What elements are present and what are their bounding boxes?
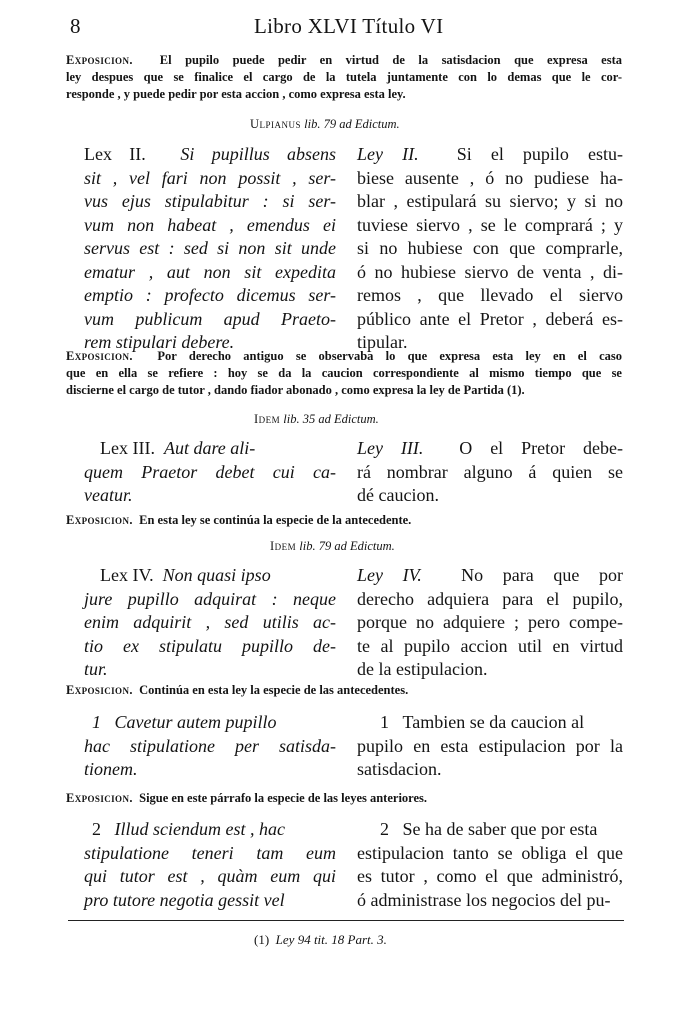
spanish-line: tipular. (357, 332, 408, 352)
exposicion-block (66, 682, 626, 699)
spanish-line: derecho adquiera para el pupilo, (357, 588, 623, 609)
latin-line: vum non habeat , emendus ei (84, 214, 336, 235)
lex-label: Lex IV. (100, 565, 154, 585)
latin-line: jure pupillo adquirat : neque (84, 588, 336, 609)
latin-line: servus est : sed si non sit unde (84, 238, 336, 258)
spanish-text (357, 735, 623, 782)
latin-line: stipulatione teneri tam eum (84, 842, 336, 863)
spanish-line: rá nombrar alguno á quien se (357, 461, 623, 482)
exposicion-line: ley despues que se finalice el cargo de la tutela juntamente con lo demas que le cor- (66, 70, 622, 84)
paragraph-number: 1 (380, 712, 389, 732)
spanish-line: pupilo en esta estipulacion por la (357, 735, 623, 756)
spanish-text (357, 143, 623, 355)
source-author: Idem (270, 539, 297, 553)
spanish-line: te al pupilo accion util en virtud (357, 635, 623, 656)
latin-line: pro tutore negotia gessit vel (84, 889, 285, 910)
source-reference: lib. 79 ad Edictum. (299, 539, 395, 553)
exposicion-line: Por derecho antiguo se observaba lo que expresa esta ley en el caso (157, 349, 622, 363)
footnote (254, 932, 387, 948)
spanish-line: Tambien se da caucion al (402, 712, 585, 732)
spanish-line: porque no adquiere ; pero compe- (357, 612, 623, 632)
spanish-line: estipulacion tanto se obliga el que (357, 842, 623, 863)
source-reference: lib. 79 ad Edictum. (304, 117, 400, 131)
spanish-line: ó administrase los negocios del pu- (357, 889, 611, 910)
source-author: Ulpianus (250, 117, 302, 131)
exposicion-block (66, 790, 626, 807)
spanish-line: No para que por (461, 565, 623, 585)
spanish-text (357, 842, 623, 913)
spanish-line: Si el pupilo estu- (456, 144, 624, 164)
latin-line: enim adquirit , sed utilis ac- (84, 612, 336, 632)
latin-text (84, 735, 336, 782)
exposicion-label: Exposicion. (66, 791, 133, 805)
exposicion-line: Sigue en este párrafo la especie de las leyes anteriores. (139, 791, 428, 805)
exposicion-line: En esta ley se continúa la especie de la antecedente. (139, 513, 412, 527)
exposicion-block (66, 512, 626, 529)
exposicion-block (66, 348, 626, 399)
latin-line: vus ejus stipulabitur : si ser- (84, 191, 336, 211)
exposicion-label: Exposicion. (66, 349, 133, 363)
lex-label: Lex III. (100, 438, 155, 458)
spanish-line: ó no hubiese siervo de venta , di- (357, 261, 623, 282)
spanish-line: público ante el Pretor , deberá es- (357, 308, 623, 329)
exposicion-block (66, 52, 626, 103)
latin-text (92, 711, 276, 735)
latin-line: tur. (84, 659, 108, 679)
spanish-line: biese ausente , ó no pudiese ha- (357, 167, 623, 188)
exposicion-line: que en ella se refiere : hoy se da la caucion correspondiente al mismo tiempo que se (66, 366, 622, 380)
latin-line: Cavetur autem pupillo (114, 712, 277, 732)
spanish-line: Se ha de saber que por esta (402, 819, 598, 839)
spanish-text (357, 437, 623, 508)
spanish-line: dé caucion. (357, 485, 439, 505)
exposicion-label: Exposicion. (66, 683, 133, 697)
source-citation (254, 412, 379, 427)
exposicion-label: Exposicion. (66, 53, 133, 67)
source-citation (270, 539, 395, 554)
footnote-rule (68, 920, 624, 921)
source-reference: lib. 35 ad Edictum. (283, 412, 379, 426)
paragraph-number: 2 (380, 819, 389, 839)
exposicion-label: Exposicion. (66, 513, 133, 527)
spanish-line: satisdacion. (357, 759, 442, 779)
exposicion-line: responde , y puede pedir por esta accion , como expresa esta ley. (66, 87, 406, 101)
latin-text (92, 818, 285, 842)
latin-line: Si pupillus absens (180, 144, 336, 164)
latin-line: ematur , aut non sit expedita (84, 261, 336, 282)
exposicion-line: Continúa en esta ley la especie de las antecedentes. (139, 683, 409, 697)
spanish-line: de la estipulacion. (357, 659, 488, 679)
exposicion-line: discierne el cargo de tutor , dando fiador abonado , como expresa la ley de Partida (1). (66, 383, 525, 397)
source-citation (250, 117, 400, 132)
spanish-text (380, 818, 597, 842)
footnote-marker: (1) (254, 932, 270, 947)
spanish-text (380, 711, 584, 735)
latin-line: sit , vel fari non possit , ser- (84, 167, 336, 188)
page-number: 8 (70, 14, 81, 38)
paragraph-number: 2 (92, 819, 101, 839)
spanish-line: blar , estipulará su siervo; y si no (357, 191, 623, 211)
spanish-line: si no hubiese con que comprarle, (357, 238, 623, 258)
spanish-text (357, 564, 623, 682)
latin-line: Aut dare ali- (163, 438, 256, 458)
source-author: Idem (254, 412, 281, 426)
spanish-line: tuviese siervo , se le comprará ; y (357, 214, 623, 235)
latin-line: quem Praetor debet cui ca- (84, 461, 336, 482)
exposicion-line: El pupilo puede pedir en virtud de la satisdacion que expresa esta (159, 53, 622, 67)
latin-text (100, 437, 255, 461)
latin-line: Non quasi ipso (162, 565, 271, 585)
footnote-text: Ley 94 tit. 18 Part. 3. (275, 932, 387, 947)
latin-text (100, 564, 271, 588)
latin-text (84, 842, 336, 913)
spanish-line: O el Pretor debe- (459, 438, 623, 458)
paragraph-number: 1 (92, 712, 101, 732)
latin-text (84, 461, 336, 508)
spanish-line: es tutor , como el que administró, (357, 866, 623, 886)
latin-line: veatur. (84, 485, 133, 505)
latin-line: qui tutor est , quàm eum qui (84, 866, 336, 886)
latin-line: emptio : profecto dicemus ser- (84, 285, 336, 305)
latin-line: hac stipulatione per satisda- (84, 735, 336, 756)
latin-line: Illud sciendum est , hac (114, 819, 285, 839)
lex-label: Lex II. (84, 144, 146, 164)
latin-line: tio ex stipulatu pupillo de- (84, 635, 336, 656)
latin-line: vum publicum apud Praeto- (84, 308, 336, 329)
latin-line: tionem. (84, 759, 138, 779)
ley-label: Ley III. (357, 438, 424, 458)
latin-line: rem stipulari debere. (84, 332, 235, 352)
spanish-line: remos , que llevado el siervo (357, 285, 623, 305)
ley-label: Ley II. (357, 144, 419, 164)
latin-text (84, 143, 336, 355)
running-title: Libro XLVI Título VI (254, 14, 444, 38)
ley-label: Ley IV. (357, 565, 422, 585)
latin-text (84, 588, 336, 682)
